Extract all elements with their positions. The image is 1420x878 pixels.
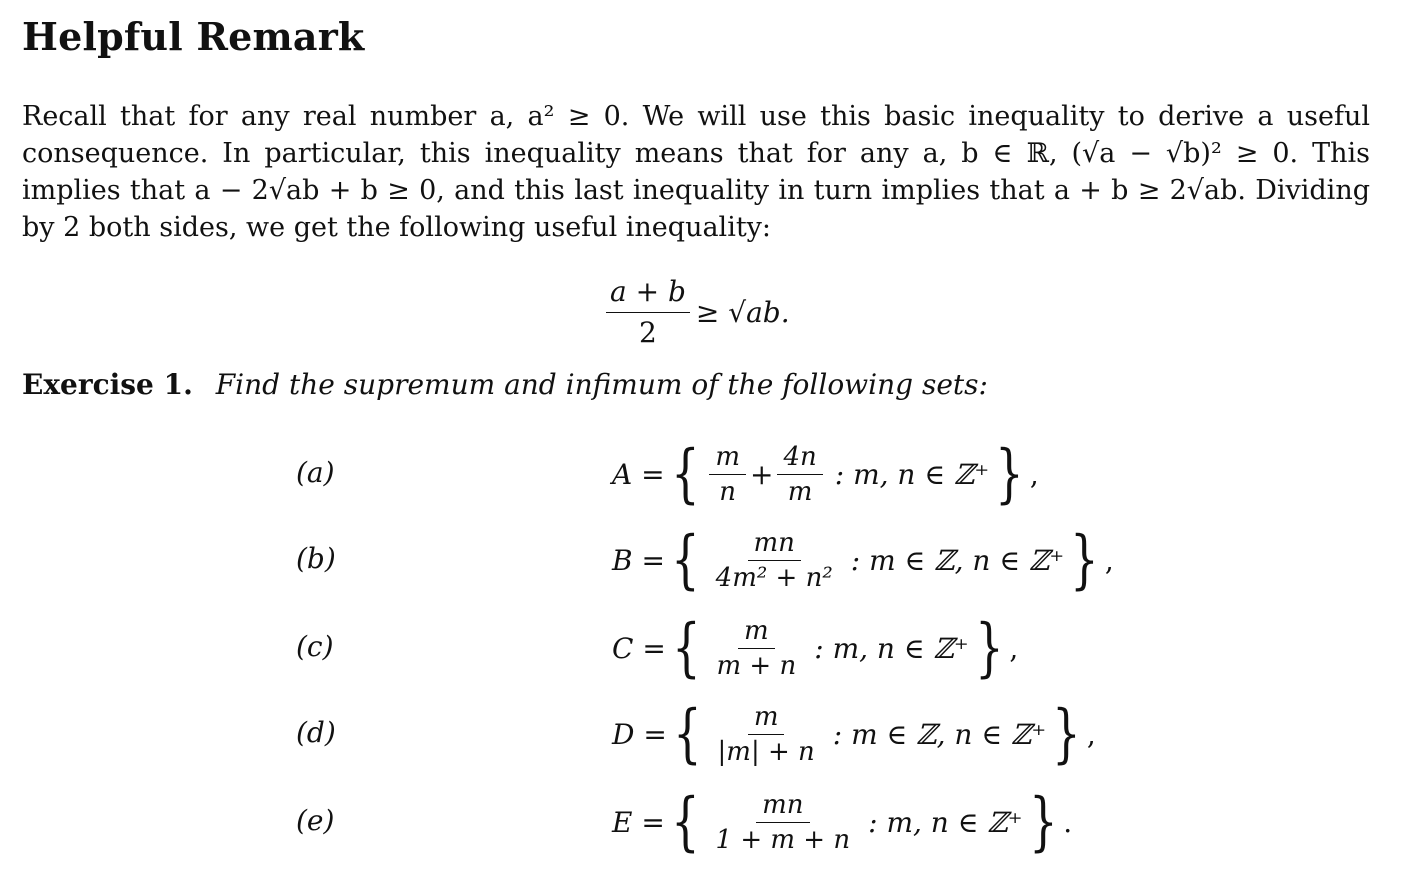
set-row-b xyxy=(0,520,1420,600)
set-row-e xyxy=(0,782,1420,862)
fraction xyxy=(606,275,690,349)
fraction-numerator: m xyxy=(709,442,746,475)
set-label: (b) xyxy=(296,542,336,575)
set-label: (d) xyxy=(296,716,336,749)
fraction-numerator: mn xyxy=(748,528,801,561)
close-brace: } xyxy=(1028,785,1058,859)
fraction-denominator: m + n xyxy=(716,650,797,681)
open-brace: { xyxy=(671,523,700,597)
set-name: E = xyxy=(612,805,665,839)
set-condition: : m ∈ ℤ, n ∈ ℤ⁺ xyxy=(850,543,1065,577)
fraction-numerator: 4n xyxy=(777,442,822,475)
open-brace: { xyxy=(672,697,702,771)
fraction-denominator: 1 + m + n xyxy=(715,824,851,855)
fraction xyxy=(711,616,803,681)
set-condition: : m, n ∈ ℤ⁺ xyxy=(814,631,969,665)
fraction-numerator: a + b xyxy=(606,275,690,313)
open-brace: { xyxy=(671,611,701,685)
set-name: D = xyxy=(612,717,667,751)
open-brace: { xyxy=(670,785,700,859)
fraction xyxy=(710,790,857,855)
fraction-denominator: 4m² + n² xyxy=(715,562,833,593)
set-expression xyxy=(612,523,1114,597)
fraction-denominator: n xyxy=(719,476,737,507)
fraction xyxy=(712,702,821,767)
close-brace: } xyxy=(1070,523,1099,597)
fraction xyxy=(777,442,822,507)
trailing-punctuation: , xyxy=(1029,457,1039,491)
set-name: A = xyxy=(612,457,665,491)
fraction-denominator: 2 xyxy=(639,316,657,349)
remark-paragraph: Recall that for any real number a, a² ≥ 0. We will use this basic inequality to derive a useful consequence. In particular, this inequality means that for any a, b ∈ ℝ, (√a − √b)² ≥ 0. This implies that a − 2√ab + b ≥ 0, and this last inequality in turn implies that a + b ≥ 2√ab. Dividing by 2 both sides, we get the following useful inequality: xyxy=(22,101,1370,243)
open-brace: { xyxy=(670,437,700,511)
trailing-punctuation: , xyxy=(1104,543,1114,577)
fraction xyxy=(709,442,746,507)
inequality-rhs: ≥ √ab. xyxy=(695,295,790,329)
exercise-label: Exercise 1. xyxy=(22,368,193,401)
close-brace: } xyxy=(974,611,1004,685)
set-label: (c) xyxy=(296,630,334,663)
section-heading: Helpful Remark xyxy=(22,14,365,59)
set-condition: : m, n ∈ ℤ⁺ xyxy=(868,805,1023,839)
set-condition: : m, n ∈ ℤ⁺ xyxy=(834,457,990,491)
set-expression xyxy=(612,785,1073,859)
set-name: C = xyxy=(612,631,666,665)
plus-sign: + xyxy=(749,457,774,491)
close-brace: } xyxy=(995,437,1024,511)
set-expression xyxy=(612,437,1039,511)
fraction-numerator: mn xyxy=(756,790,809,823)
fraction-denominator: |m| + n xyxy=(717,736,815,767)
trailing-punctuation: , xyxy=(1009,631,1019,665)
trailing-punctuation: , xyxy=(1086,717,1096,751)
set-condition: : m ∈ ℤ, n ∈ ℤ⁺ xyxy=(832,717,1047,751)
set-row-a xyxy=(0,434,1420,514)
trailing-punctuation: . xyxy=(1063,805,1073,839)
fraction-denominator: m xyxy=(787,476,813,507)
set-expression xyxy=(612,611,1019,685)
set-label: (a) xyxy=(296,456,335,489)
set-name: B = xyxy=(612,543,665,577)
set-row-c xyxy=(0,608,1420,688)
set-label: (e) xyxy=(296,804,335,837)
exercise-statement xyxy=(22,368,988,401)
close-brace: } xyxy=(1052,697,1081,771)
fraction-numerator: m xyxy=(738,616,775,649)
display-inequality xyxy=(600,276,790,348)
fraction-numerator: m xyxy=(748,702,785,735)
exercise-text: Find the supremum and infimum of the following sets: xyxy=(215,368,988,401)
set-expression xyxy=(612,697,1096,771)
set-row-d xyxy=(0,694,1420,774)
fraction xyxy=(710,528,839,593)
